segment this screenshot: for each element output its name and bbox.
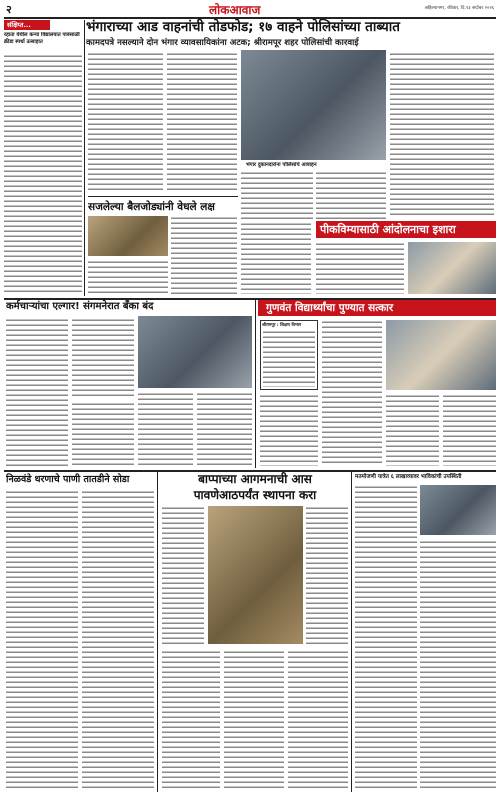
sidebar-label: संक्षिप्त...	[4, 20, 50, 30]
bappa-headline-2: पावणेआठपर्यंत स्थापना करा	[193, 488, 317, 502]
edition-line: अहिल्यानगर, रविवार, दि.१३ सप्टेंबर २०२६	[424, 6, 494, 11]
pension-photo	[408, 242, 496, 294]
belgadi-photo	[88, 216, 168, 256]
sidebar-divider	[84, 20, 85, 296]
page-number: २	[6, 3, 12, 16]
top-story-subhead: कामदपत्रे नसल्याने दोन भंगार व्यावसायिकांना अटक; श्रीरामपूर शहर पोलिसांची कारवाई	[86, 38, 359, 48]
belgadi-headline: सजलेल्या बैलजोड्यांनी वेधले लक्ष	[88, 201, 215, 213]
pension-headline: पीकविम्यासाठी आंदोलनाचा इशारा	[320, 223, 456, 236]
rule-belgadi	[88, 196, 238, 197]
voting-col-1	[355, 485, 417, 790]
gunvant-photo	[386, 320, 496, 390]
top-story-col-3	[241, 171, 313, 219]
bank-col-1	[6, 318, 68, 466]
bappa-col-2	[306, 506, 348, 646]
bank-headline: कर्मचाऱ्यांचा एल्गार! संगमनेरात बँका बंद	[6, 301, 154, 312]
gunvant-col-2	[322, 320, 382, 466]
voting-col-2	[420, 540, 496, 790]
masthead	[4, 0, 496, 16]
top-story-headline: भंगाराच्या आड वाहनांची तोडफोड; १७ वाहने पोलिसांच्या ताब्यात	[86, 19, 400, 35]
gunvant-info-box	[260, 320, 318, 390]
voting-photo	[420, 485, 496, 535]
rail-col-1	[6, 490, 78, 790]
mid-divider	[255, 300, 256, 468]
belgadi-col-3	[241, 222, 311, 294]
bank-photo	[138, 316, 252, 388]
sidebar-body	[4, 54, 82, 294]
top-story-col-2	[167, 52, 237, 192]
pension-headline-box	[316, 221, 496, 238]
top-story-photo	[241, 50, 386, 160]
bappa-col-5	[288, 650, 348, 790]
bottom-divider-2	[351, 472, 352, 792]
sidebar-headline: रहाता येथील कन्या विद्यालयात पावसाळी क्रीडा स्पर्धा उत्साहात	[4, 32, 80, 45]
gunvant-info-title: श्रीरामपूर : शिक्षण विभाग	[262, 322, 302, 327]
voting-headline: मतमोजणी यात्रेत ६ लाखाव्यावर भाविकांची उपस्थिती	[355, 474, 462, 480]
bank-col-4	[138, 392, 193, 466]
top-story-col-5	[390, 52, 494, 218]
bappa-photo	[208, 506, 303, 644]
bappa-col-3	[162, 650, 220, 790]
top-story-col-4	[316, 171, 386, 219]
belgadi-col-1	[171, 216, 237, 294]
belgadi-col-2	[88, 260, 168, 294]
bappa-headline: बाप्पाच्या आगमनाची आस	[198, 472, 312, 486]
bank-col-3	[72, 402, 134, 466]
rail-col-2	[82, 490, 154, 790]
bank-col-5	[197, 392, 252, 466]
gunvant-info-lines	[263, 330, 315, 387]
gunvant-col-4	[443, 394, 496, 466]
bappa-col-1	[162, 506, 204, 646]
top-story-inner-heading: भंगार दुकानदारांना पोलिसांचे आवाहन	[246, 162, 317, 168]
masthead-logo: लोकआवाज	[209, 3, 261, 16]
gunvant-headline-box	[258, 300, 496, 316]
gunvant-headline: गुणवंत विद्यार्थ्यांचा पुण्यात सत्कार	[266, 302, 394, 314]
rail-headline: निळवंडे धरणाचे पाणी तातडीने सोडा	[6, 474, 130, 485]
gunvant-col-1	[260, 394, 318, 466]
top-story-col-1	[88, 52, 163, 192]
bank-col-2	[72, 318, 134, 398]
bottom-divider-1	[157, 472, 158, 792]
pension-col-1	[316, 242, 404, 294]
bappa-col-4	[224, 650, 284, 790]
gunvant-col-3	[386, 394, 439, 466]
